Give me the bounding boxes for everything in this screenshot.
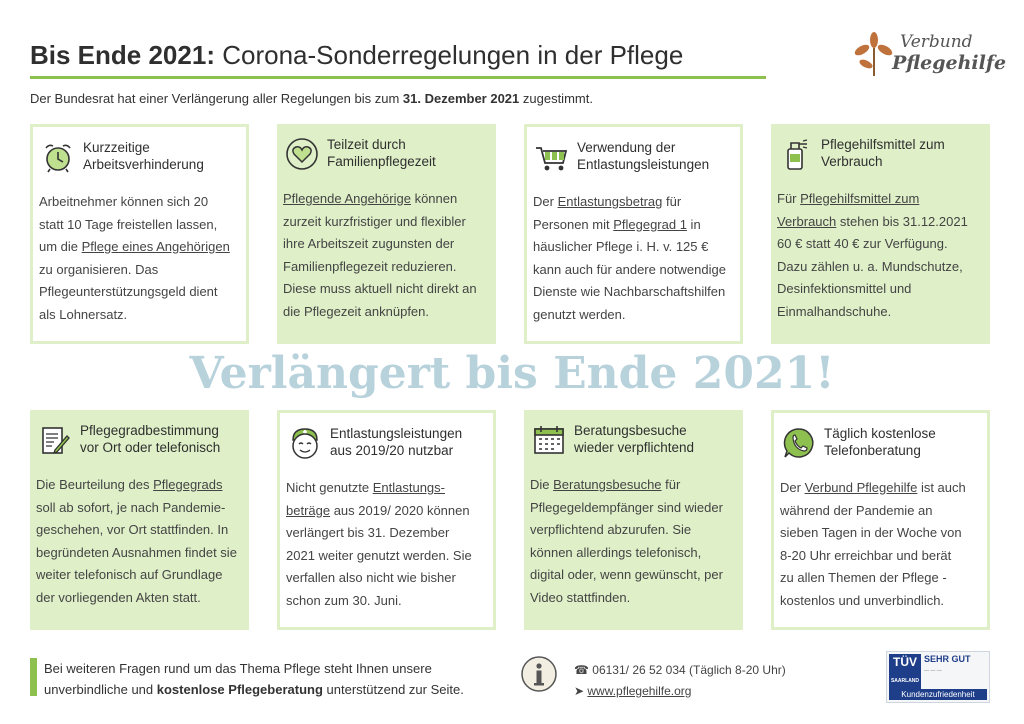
- body-text: Desinfektionsmittel und: [777, 281, 912, 296]
- card-title-line: Beratungsbesuche: [574, 423, 687, 438]
- card-title-line: Entlastungsleistungen: [577, 157, 710, 172]
- body-text: Nicht genutzte: [286, 480, 373, 495]
- card-body-line: [286, 590, 487, 613]
- card-body-line: [533, 259, 734, 282]
- card-body-line: [283, 188, 490, 211]
- card-body-line: [39, 214, 240, 237]
- card-title: [824, 425, 981, 459]
- brand-logo[interactable]: [852, 30, 1007, 80]
- body-text: können allerdings telefonisch,: [530, 544, 702, 560]
- footer-line-2-post: unterstützend zur Seite.: [322, 682, 464, 697]
- card-body-line: [36, 564, 243, 587]
- inline-link[interactable]: Verbrauch: [777, 213, 837, 229]
- phone-icon: ☎: [574, 663, 593, 677]
- card-body-line: [530, 519, 737, 542]
- body-text: zurzeit kurzfristiger und flexibler: [283, 213, 466, 229]
- footer-line-1: Bei weiteren Fragen rund um das Thema Pflege steht Ihnen unsere: [44, 661, 432, 676]
- body-text: digital oder, wenn gewünscht, per: [530, 567, 723, 582]
- nurse-face-icon: [287, 425, 323, 461]
- card-header: [771, 124, 990, 180]
- card-body-line: [286, 500, 487, 523]
- card-body-line: [39, 259, 240, 282]
- card-body-line: [780, 545, 981, 568]
- card-body: [286, 477, 487, 612]
- heart-icon: [284, 136, 320, 172]
- body-text: als Lohnersatz.: [39, 306, 128, 322]
- body-text: statt 10 Tage freistellen lassen,: [39, 216, 218, 232]
- body-text: verfallen also nicht wie bisher: [286, 570, 456, 585]
- card-body: [283, 188, 490, 323]
- card-title-line: Telefonberatung: [824, 443, 921, 458]
- inline-link[interactable]: Entlastungsbetrag: [557, 194, 663, 209]
- card-title: [330, 425, 487, 459]
- clipboard-pen-icon: [37, 422, 73, 458]
- footer-line-2-pre: unverbindliche und: [44, 682, 157, 697]
- body-text: Die Beurteilung des: [36, 477, 154, 492]
- card-header: [30, 410, 249, 466]
- card-title-line: Kurzzeitige: [83, 140, 150, 155]
- card-body-line: [286, 545, 487, 568]
- tuv-logo: TÜV SAARLAND: [889, 654, 921, 690]
- shopping-cart-icon: [534, 139, 570, 175]
- body-text: Video stattfinden.: [530, 589, 631, 605]
- tuv-badge: [886, 651, 990, 703]
- body-text: genutzt werden.: [533, 306, 626, 322]
- inline-link[interactable]: Beratungsbesuche: [553, 477, 662, 492]
- card-body-line: [39, 304, 240, 327]
- card-title: [83, 139, 240, 173]
- body-text: Arbeitnehmer können sich 20: [39, 194, 209, 209]
- card-body-line: [780, 590, 981, 613]
- body-text: Dazu zählen u. a. Mundschutze,: [777, 258, 963, 274]
- card-header: [277, 124, 496, 180]
- footer-consultation-link: kostenlose Pflegeberatung: [156, 682, 323, 697]
- inline-link[interactable]: Pflegehilfsmittel zum: [800, 191, 920, 206]
- body-text: um die: [39, 239, 82, 254]
- body-text: schon zum 30. Juni.: [286, 592, 402, 608]
- body-text: die Pflegezeit anknüpfen.: [283, 303, 429, 319]
- card-header: [33, 127, 246, 183]
- spray-bottle-icon: [778, 136, 814, 172]
- card-pflegehilfsmittel: [771, 124, 990, 344]
- card-body-line: [36, 542, 243, 565]
- title-bold: Bis Ende 2021:: [30, 40, 215, 70]
- card-header: [774, 413, 987, 469]
- card-body-line: [36, 474, 243, 497]
- card-title-line: vor Ort oder telefonisch: [80, 440, 221, 455]
- card-body-line: [39, 236, 240, 259]
- card-body-line: [530, 497, 737, 520]
- body-text: Für: [777, 191, 801, 206]
- body-text: verlängert bis 31. Dezember: [286, 525, 450, 540]
- body-text: sieben Tagen in der Woche von: [780, 525, 962, 540]
- whatsapp-phone-icon: [781, 425, 817, 461]
- card-title-line: Arbeitsverhinderung: [83, 157, 204, 172]
- body-text: stehen bis 31.12.2021: [836, 213, 968, 229]
- card-body-line: [533, 281, 734, 304]
- card-title: [327, 136, 490, 170]
- card-body-line: [530, 587, 737, 610]
- card-pflegegradbestimmung: [30, 410, 249, 630]
- subtitle-date: 31. Dezember 2021: [402, 91, 520, 106]
- body-text: Die: [530, 477, 554, 492]
- body-text: Der: [780, 480, 805, 495]
- tuv-small-print: — — —: [924, 668, 942, 674]
- card-beratungsbesuche: [524, 410, 743, 630]
- card-body-line: [286, 522, 487, 545]
- body-text: für: [661, 477, 681, 492]
- card-body-line: [780, 500, 981, 523]
- body-text: aus 2019/ 2020 können: [330, 502, 470, 518]
- body-text: für: [662, 194, 682, 209]
- tuv-grade: SEHR GUT: [924, 654, 971, 664]
- body-text: 60 € statt 40 € zur Verfügung.: [777, 236, 948, 251]
- page-subtitle: [30, 91, 593, 106]
- body-text: Diese muss aktuell nicht direkt an: [283, 281, 477, 296]
- card-body: [780, 477, 981, 612]
- card-title-line: wieder verpflichtend: [574, 440, 695, 455]
- phone-number: 06131/ 26 52 034 (Täglich 8-20 Uhr): [592, 663, 786, 677]
- body-text: Personen mit: [533, 216, 614, 232]
- card-title-line: Teilzeit durch: [327, 137, 406, 152]
- card-entlastungsleistungen-verwendung: [524, 124, 743, 344]
- card-body-line: [533, 214, 734, 237]
- body-text: während der Pandemie an: [780, 502, 933, 518]
- inline-link[interactable]: Pflege eines Angehörigen: [81, 239, 230, 254]
- tuv-caption: Kundenzufriedenheit: [889, 689, 987, 700]
- body-text: kostenlos und unverbindlich.: [780, 592, 945, 608]
- banner-headline: Verlängert bis Ende 2021!: [189, 348, 835, 399]
- body-text: Einmalhandschuhe.: [777, 303, 892, 319]
- card-body-line: [283, 233, 490, 256]
- card-body-line: [36, 497, 243, 520]
- card-title: [577, 139, 734, 173]
- card-body-line: [286, 477, 487, 500]
- card-body-line: [283, 211, 490, 234]
- inline-link[interactable]: Verbund Pflegehilfe: [804, 480, 918, 495]
- body-text: zu allen Themen der Pflege -: [780, 570, 947, 585]
- title-underline: [30, 76, 766, 79]
- body-text: ihre Arbeitszeit zugunsten der: [283, 236, 455, 251]
- card-body-line: [36, 587, 243, 610]
- phone-line[interactable]: [574, 660, 786, 681]
- footer-text: [44, 658, 464, 700]
- card-title-line: aus 2019/20 nutzbar: [330, 443, 454, 458]
- card-teilzeit-familienpflegezeit: [277, 124, 496, 344]
- card-body-line: [780, 477, 981, 500]
- card-body-line: [286, 567, 487, 590]
- arrow-right-icon: ➤: [574, 684, 588, 698]
- inline-link[interactable]: Pflegegrads: [153, 477, 223, 492]
- website-line[interactable]: [574, 681, 786, 702]
- card-entlastungsleistungen-2019-20: [277, 410, 496, 630]
- footer-accent-bar: [30, 658, 37, 696]
- card-body: [39, 191, 240, 326]
- body-text: begründeten Ausnahmen findet sie: [36, 544, 237, 560]
- body-text: Pflegeunterstützungsgeld dient: [39, 284, 218, 299]
- card-body: [530, 474, 737, 609]
- body-text: Dienste wie Nachbarschaftshilfen: [533, 284, 726, 299]
- body-text: soll ab sofort, je nach Pandemie-: [36, 499, 226, 515]
- card-body-line: [777, 278, 984, 301]
- card-body-line: [777, 256, 984, 279]
- page-title: [30, 40, 683, 71]
- body-text: 8-20 Uhr erreichbar und berät: [780, 547, 952, 563]
- card-body-line: [533, 191, 734, 214]
- card-body: [777, 188, 984, 323]
- card-telefonberatung: [771, 410, 990, 630]
- card-body-line: [780, 567, 981, 590]
- card-body: [533, 191, 734, 326]
- calendar-icon: [531, 422, 567, 458]
- card-body: [36, 474, 243, 609]
- subtitle-pre: Der Bundesrat hat einer Verlängerung aller Regelungen bis zum: [30, 91, 403, 106]
- card-body-line: [777, 233, 984, 256]
- card-header: [524, 410, 743, 466]
- subtitle-post: zugestimmt.: [519, 91, 593, 106]
- body-text: in: [686, 216, 701, 232]
- body-text: Familienpflegezeit reduzieren.: [283, 258, 457, 274]
- card-body-line: [777, 211, 984, 234]
- footer-line-2: [44, 679, 464, 700]
- inline-link[interactable]: Pflegegrad 1: [613, 216, 687, 232]
- body-text: ist auch: [917, 480, 966, 495]
- card-body-line: [36, 519, 243, 542]
- card-title-line: Entlastungsleistungen: [330, 426, 463, 441]
- card-title-line: Familienpflegezeit: [327, 154, 436, 169]
- card-body-line: [533, 236, 734, 259]
- body-text: Der: [533, 194, 558, 209]
- card-title-line: Täglich kostenlose: [824, 426, 936, 441]
- card-title-line: Pflegegradbestimmung: [80, 423, 219, 438]
- card-kurzzeitige-arbeitsverhinderung: [30, 124, 249, 344]
- card-body-line: [533, 304, 734, 327]
- inline-link[interactable]: Entlastungs-: [372, 480, 445, 495]
- card-body-line: [530, 474, 737, 497]
- card-title: [574, 422, 737, 456]
- contact-block: [574, 660, 786, 702]
- body-text: können: [410, 191, 458, 206]
- website-link[interactable]: www.pflegehilfe.org: [587, 684, 692, 698]
- body-text: weiter telefonisch auf Grundlage: [36, 567, 223, 582]
- card-body-line: [39, 281, 240, 304]
- card-body-line: [530, 542, 737, 565]
- body-text: kann auch für andere notwendige: [533, 261, 726, 277]
- body-text: häuslicher Pflege i. H. v. 125 €: [533, 239, 709, 254]
- info-icon: [520, 655, 558, 693]
- inline-link[interactable]: beträge: [286, 502, 331, 518]
- logo-text-verbund: Verbund: [900, 32, 973, 52]
- inline-link[interactable]: Pflegende Angehörige: [283, 191, 411, 206]
- card-body-line: [780, 522, 981, 545]
- body-text: verpflichtend abzurufen. Sie: [530, 522, 692, 537]
- card-header: [527, 127, 740, 183]
- body-text: geschehen, vor Ort stattfinden. In: [36, 522, 229, 537]
- alarm-clock-icon: [40, 139, 76, 175]
- body-text: 2021 weiter genutzt werden. Sie: [286, 547, 472, 563]
- card-body-line: [39, 191, 240, 214]
- card-header: [280, 413, 493, 469]
- body-text: zu organisieren. Das: [39, 261, 159, 277]
- card-body-line: [777, 188, 984, 211]
- card-body-line: [283, 256, 490, 279]
- card-title-line: Verbrauch: [821, 154, 883, 169]
- leaf-logo-icon: [852, 30, 896, 78]
- logo-text-pflegehilfe: Pflegehilfe: [892, 52, 1007, 74]
- card-body-line: [283, 301, 490, 324]
- card-body-line: [530, 564, 737, 587]
- card-body-line: [283, 278, 490, 301]
- card-title: [821, 136, 984, 170]
- body-text: der vorliegenden Akten statt.: [36, 589, 201, 605]
- card-title-line: Pflegehilfsmittel zum: [821, 137, 945, 152]
- title-rest: Corona-Sonderregelungen in der Pflege: [214, 40, 684, 70]
- card-body-line: [777, 301, 984, 324]
- card-title-line: Verwendung der: [577, 140, 676, 155]
- card-title: [80, 422, 243, 456]
- body-text: Pflegegeldempfänger sind wieder: [530, 499, 723, 515]
